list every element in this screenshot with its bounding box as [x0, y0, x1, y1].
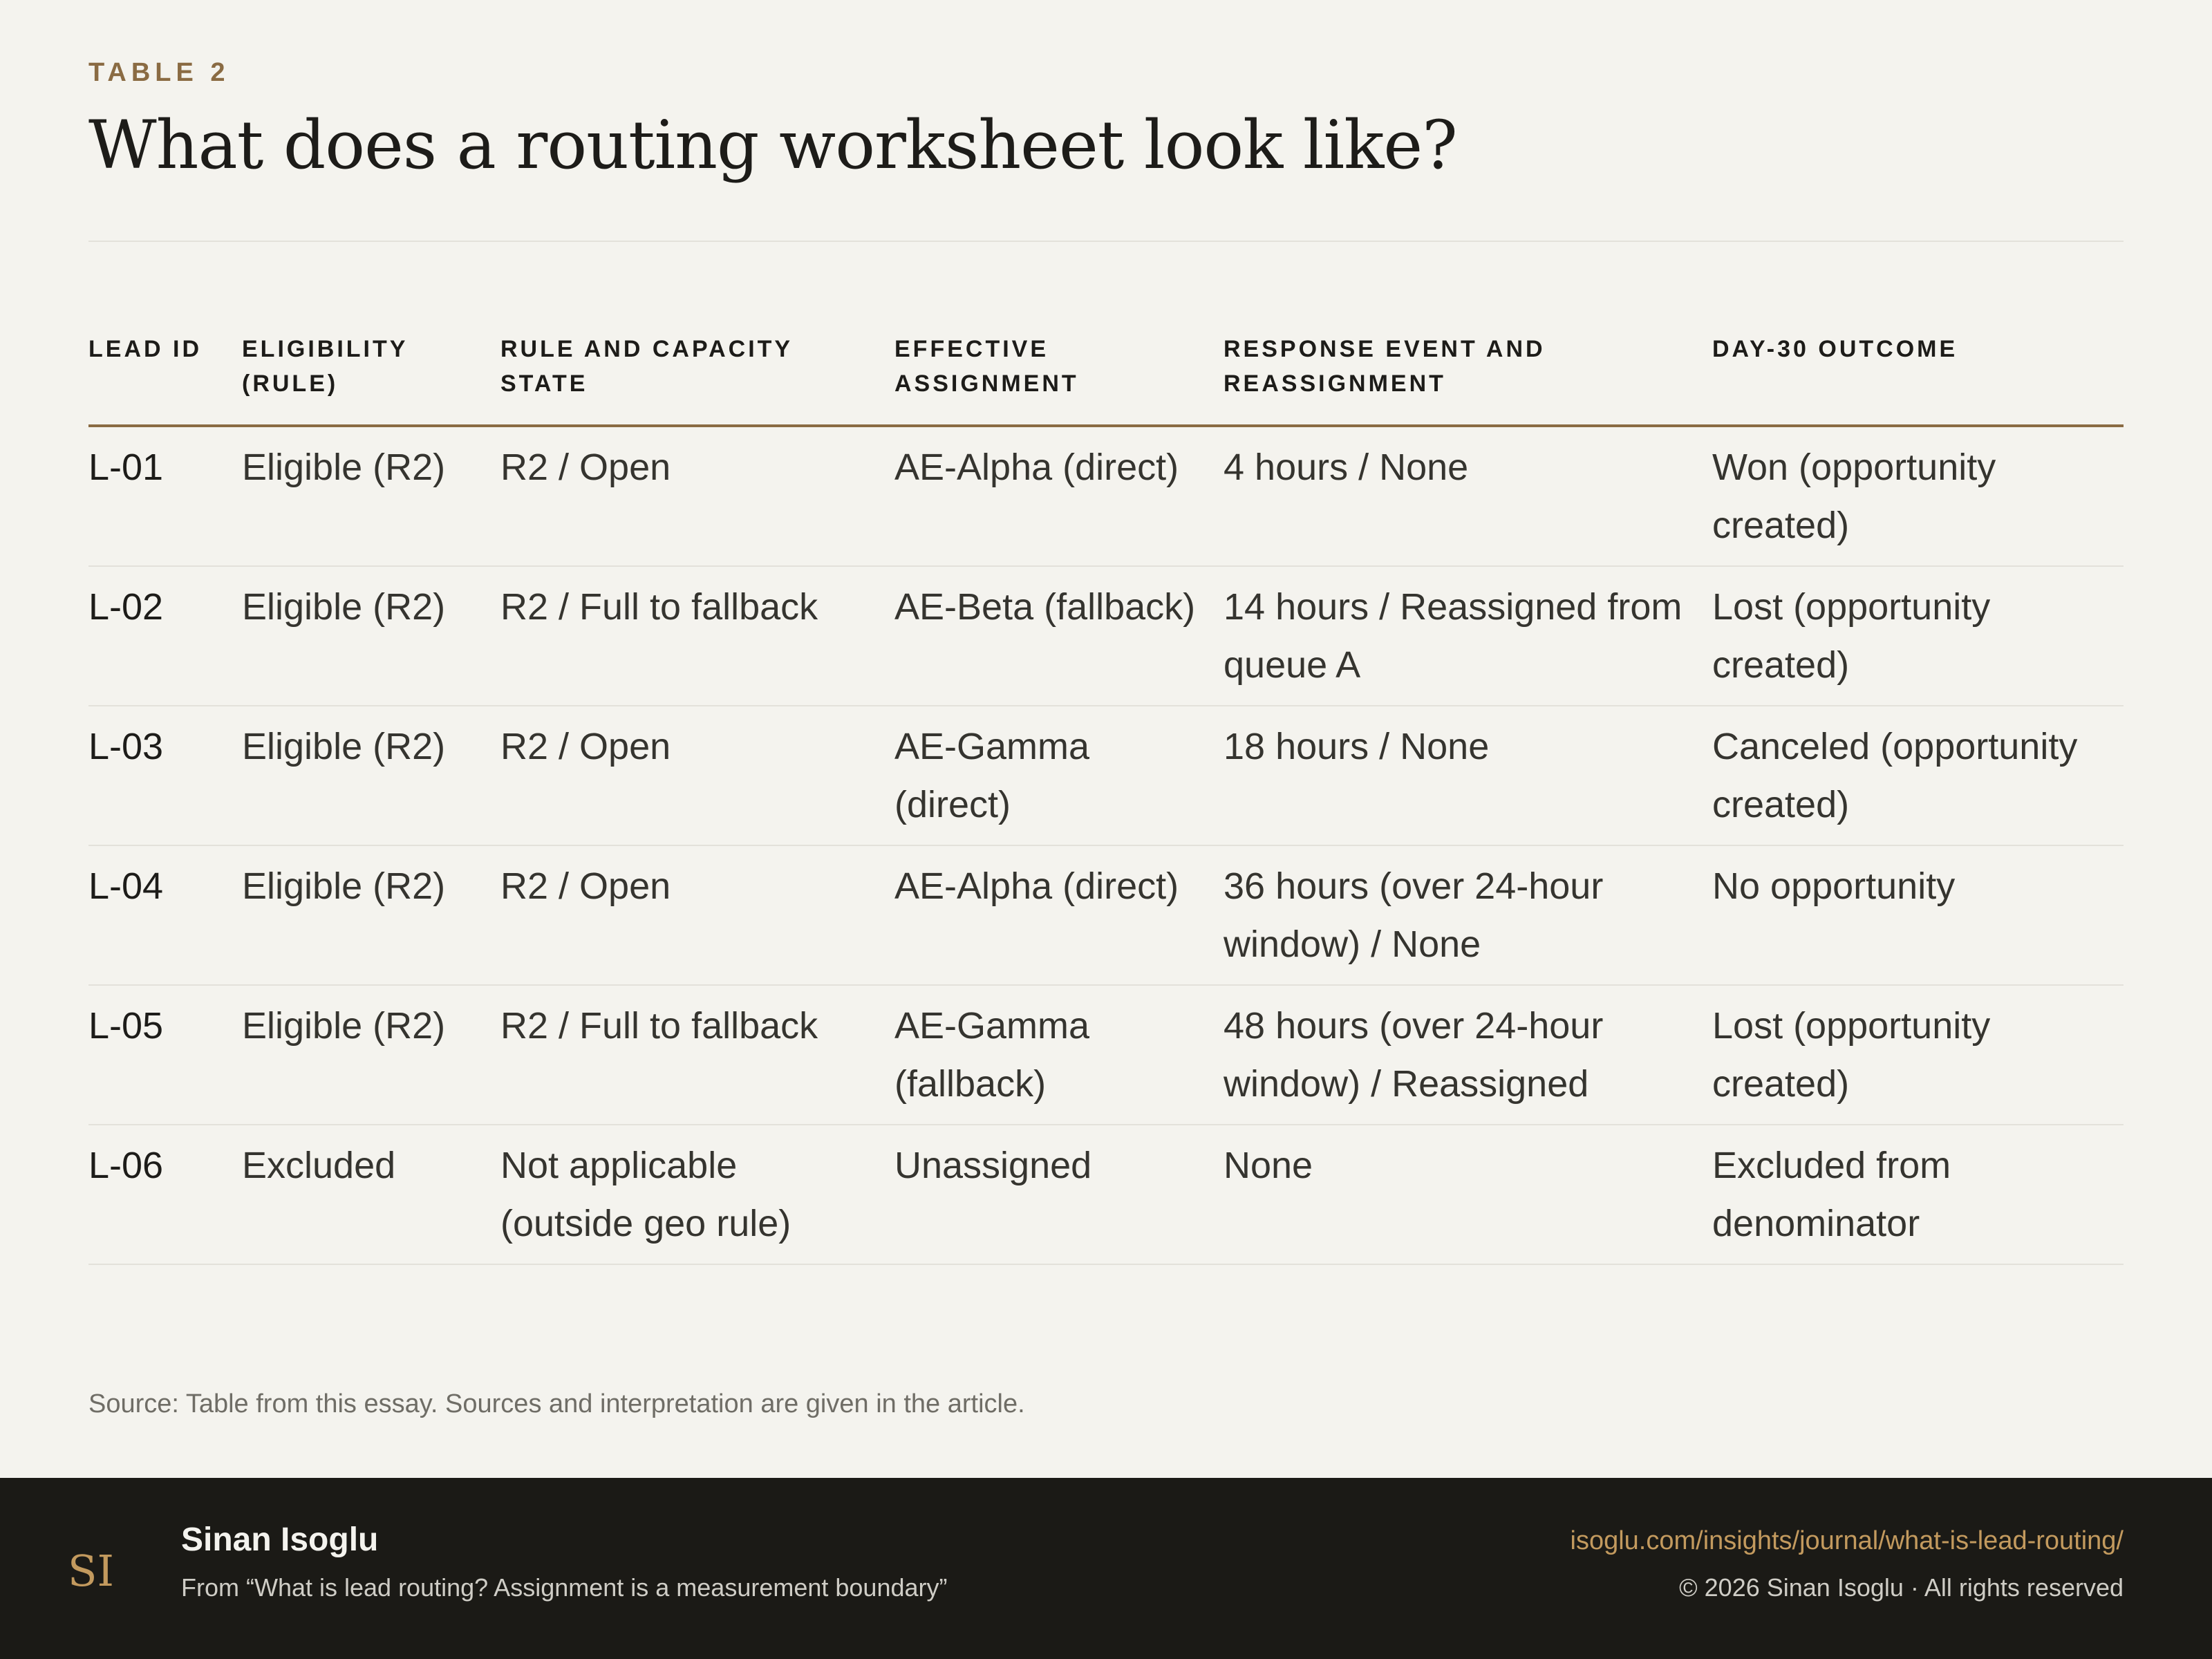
cell-day30-outcome: Lost (opportunity created)	[1712, 985, 2124, 1125]
cell-rule-capacity: R2 / Open	[500, 845, 894, 985]
cell-response-event: 36 hours (over 24-hour window) / None	[1224, 845, 1712, 985]
cell-eligibility: Eligible (R2)	[242, 566, 500, 706]
cell-lead-id: L-01	[88, 426, 242, 566]
logo-text: SI	[68, 1546, 114, 1596]
cell-rule-capacity: R2 / Open	[500, 426, 894, 566]
routing-worksheet-table	[88, 332, 2124, 1265]
cell-response-event: 4 hours / None	[1224, 426, 1712, 566]
table-row	[88, 845, 2124, 985]
cell-lead-id: L-03	[88, 706, 242, 845]
cell-eligibility: Eligible (R2)	[242, 426, 500, 566]
cell-response-event: 18 hours / None	[1224, 706, 1712, 845]
si-monogram-logo	[64, 1539, 119, 1601]
cell-effective-assignment: AE-Alpha (direct)	[894, 845, 1224, 985]
cell-effective-assignment: AE-Beta (fallback)	[894, 566, 1224, 706]
cell-eligibility: Eligible (R2)	[242, 845, 500, 985]
column-header-lead-id: LEAD ID	[88, 332, 242, 426]
column-header-effective-assignment: EFFECTIVE ASSIGNMENT	[894, 332, 1224, 426]
column-header-response-event: RESPONSE EVENT AND REASSIGNMENT	[1224, 332, 1712, 426]
table-header-row	[88, 332, 2124, 426]
copyright-notice: © 2026 Sinan Isoglu · All rights reserved	[1679, 1573, 2124, 1602]
article-reference: From “What is lead routing? Assignment is a measurement boundary”	[181, 1573, 948, 1602]
column-header-eligibility: ELIGIBILITY (RULE)	[242, 332, 500, 426]
cell-lead-id: L-06	[88, 1125, 242, 1264]
cell-response-event: 48 hours (over 24-hour window) / Reassigned	[1224, 985, 1712, 1125]
cell-effective-assignment: Unassigned	[894, 1125, 1224, 1264]
table-row	[88, 566, 2124, 706]
cell-day30-outcome: Lost (opportunity created)	[1712, 566, 2124, 706]
page-title: What does a routing worksheet look like?	[88, 106, 1457, 184]
cell-day30-outcome: Won (opportunity created)	[1712, 426, 2124, 566]
cell-lead-id: L-04	[88, 845, 242, 985]
table-eyebrow: TABLE 2	[88, 58, 230, 87]
column-header-day30-outcome: DAY-30 OUTCOME	[1712, 332, 2124, 426]
cell-effective-assignment: AE-Alpha (direct)	[894, 426, 1224, 566]
column-header-rule-capacity: RULE AND CAPACITY STATE	[500, 332, 894, 426]
cell-lead-id: L-02	[88, 566, 242, 706]
article-url-link[interactable]: isoglu.com/insights/journal/what-is-lead-routing/	[1570, 1526, 2124, 1555]
table-row	[88, 426, 2124, 566]
cell-eligibility: Excluded	[242, 1125, 500, 1264]
cell-eligibility: Eligible (R2)	[242, 985, 500, 1125]
page-footer	[0, 1478, 2212, 1659]
cell-response-event: None	[1224, 1125, 1712, 1264]
cell-day30-outcome: Canceled (opportunity created)	[1712, 706, 2124, 845]
cell-eligibility: Eligible (R2)	[242, 706, 500, 845]
cell-day30-outcome: No opportunity	[1712, 845, 2124, 985]
author-name: Sinan Isoglu	[181, 1521, 379, 1558]
cell-rule-capacity: R2 / Full to fallback	[500, 985, 894, 1125]
table-body	[88, 426, 2124, 1264]
title-divider	[88, 241, 2124, 242]
cell-day30-outcome: Excluded from denominator	[1712, 1125, 2124, 1264]
cell-rule-capacity: Not applicable (outside geo rule)	[500, 1125, 894, 1264]
table-row	[88, 1125, 2124, 1264]
table-row	[88, 706, 2124, 845]
source-note: Source: Table from this essay. Sources and interpretation are given in the article.	[88, 1389, 1025, 1418]
cell-rule-capacity: R2 / Full to fallback	[500, 566, 894, 706]
cell-response-event: 14 hours / Reassigned from queue A	[1224, 566, 1712, 706]
cell-rule-capacity: R2 / Open	[500, 706, 894, 845]
table-header	[88, 332, 2124, 426]
cell-lead-id: L-05	[88, 985, 242, 1125]
table-row	[88, 985, 2124, 1125]
cell-effective-assignment: AE-Gamma (fallback)	[894, 985, 1224, 1125]
cell-effective-assignment: AE-Gamma (direct)	[894, 706, 1224, 845]
